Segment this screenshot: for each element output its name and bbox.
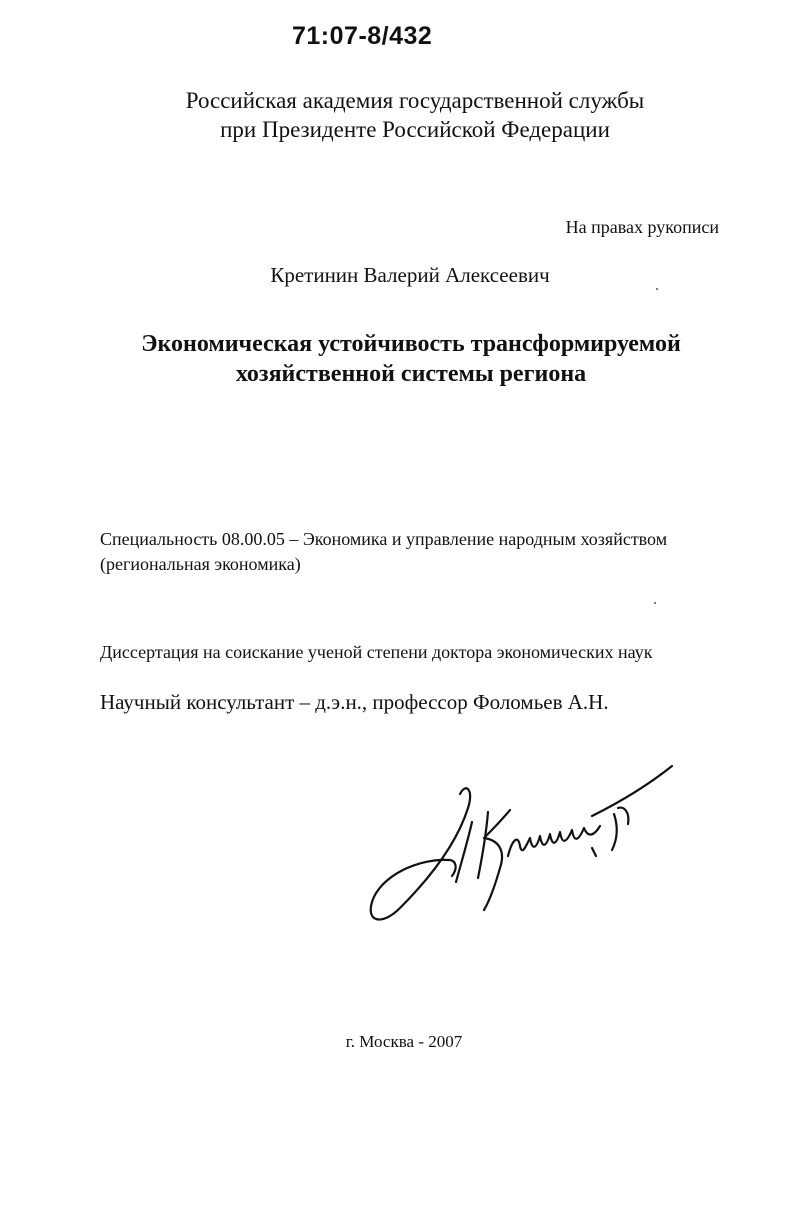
scan-speck: [654, 602, 656, 604]
scientific-consultant: Научный консультант – д.э.н., профессор Фоломьев А.Н.: [100, 690, 609, 714]
specialty: [100, 527, 740, 577]
author-name: Кретинин Валерий Алексеевич: [270, 263, 550, 287]
manuscript-note: На правах рукописи: [565, 217, 719, 237]
dissertation-degree: Диссертация на соискание ученой степени доктора экономических наук: [100, 642, 653, 662]
institution-line-1: Российская академия государственной службы: [185, 88, 645, 113]
specialty-line-2: (региональная экономика): [100, 554, 301, 574]
scan-speck: [656, 288, 658, 290]
signature-icon: [360, 760, 690, 930]
institution-line-2: при Президенте Российской Федерации: [220, 117, 610, 142]
title-line-2: хозяйственной системы региона: [235, 361, 587, 387]
city-year: г. Москва - 2007: [345, 1032, 463, 1051]
registry-number: 71:07-8/432: [292, 22, 433, 50]
specialty-line-1: Специальность 08.00.05 – Экономика и управление народным хозяйством: [100, 529, 668, 549]
dissertation-title: [0, 329, 793, 389]
title-line-1: Экономическая устойчивость трансформируемой: [141, 331, 681, 357]
institution-name: [0, 86, 793, 144]
